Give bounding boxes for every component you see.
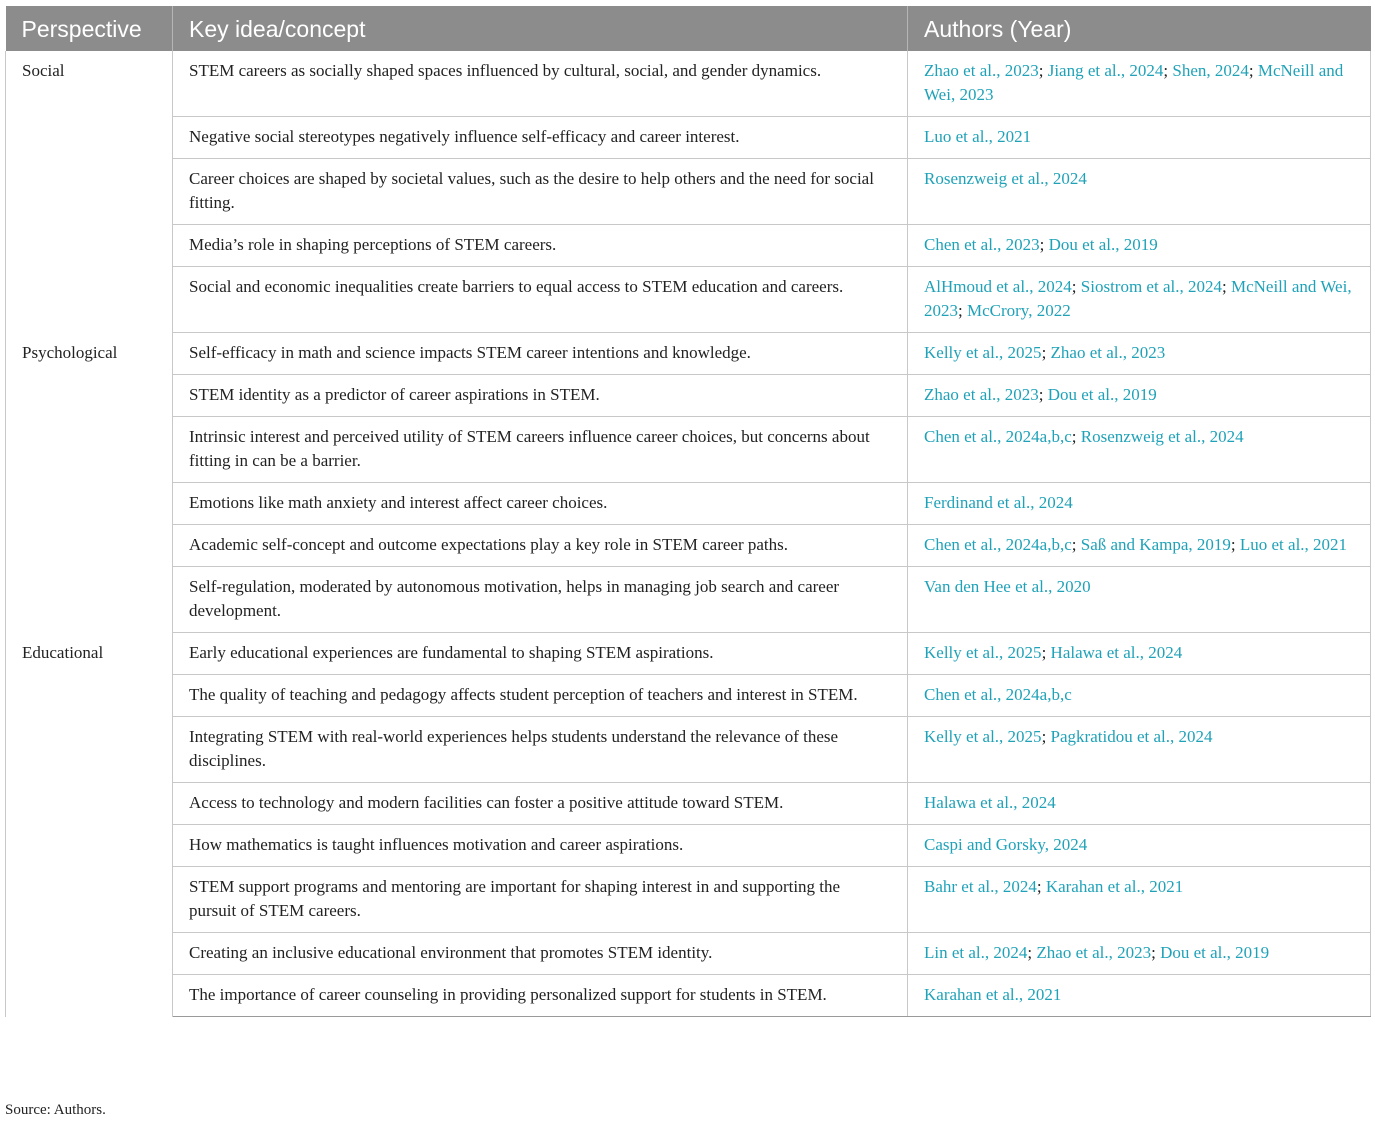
citation-link[interactable]: Dou et al., 2019 (1047, 385, 1157, 404)
table-row (6, 333, 1371, 375)
table-row (6, 525, 1371, 567)
perspective-group (6, 633, 1371, 1017)
literature-table (5, 6, 1371, 1017)
authors-cell (908, 51, 1371, 117)
authors-cell (908, 333, 1371, 375)
authors-cell (908, 717, 1371, 783)
key-idea-cell: STEM careers as socially shaped spaces influenced by cultural, social, and gender dynamics. (173, 51, 908, 117)
citation-link[interactable]: Karahan et al., 2021 (924, 985, 1062, 1004)
key-idea-cell: Negative social stereotypes negatively influence self-efficacy and career interest. (173, 117, 908, 159)
authors-cell (908, 375, 1371, 417)
authors-cell (908, 675, 1371, 717)
citation-link[interactable]: Karahan et al., 2021 (1045, 877, 1184, 896)
ref-separator: ; (1071, 277, 1081, 296)
key-idea-cell: The importance of career counseling in providing personalized support for students in STEM. (173, 975, 908, 1017)
citation-link[interactable]: Chen et al., 2024a,b,c (924, 685, 1072, 704)
citation-link[interactable]: Luo et al., 2021 (1239, 535, 1348, 554)
table-row (6, 633, 1371, 675)
key-idea-cell: Creating an inclusive educational environment that promotes STEM identity. (173, 933, 908, 975)
citation-link[interactable]: Kelly et al., 2025 (924, 643, 1042, 662)
source-note: Source: Authors. (5, 1102, 106, 1118)
table-row (6, 567, 1371, 633)
table-row (6, 825, 1371, 867)
authors-cell (908, 933, 1371, 975)
citation-link[interactable]: Jiang et al., 2024 (1047, 61, 1164, 80)
citation-link[interactable]: Van den Hee et al., 2020 (924, 577, 1091, 596)
ref-separator: ; (1036, 877, 1046, 896)
ref-separator: ; (1163, 61, 1173, 80)
table-row (6, 867, 1371, 933)
key-idea-cell: Early educational experiences are fundamental to shaping STEM aspirations. (173, 633, 908, 675)
authors-cell (908, 633, 1371, 675)
table-row (6, 51, 1371, 117)
citation-link[interactable]: Dou et al., 2019 (1160, 943, 1270, 962)
citation-link[interactable]: Kelly et al., 2025 (924, 727, 1042, 746)
key-idea-cell: Integrating STEM with real-world experiences helps students understand the relevance of these disciplines. (173, 717, 908, 783)
citation-link[interactable]: McNeill and Wei, 2023 (924, 61, 1344, 104)
authors-cell (908, 867, 1371, 933)
ref-separator: ; (1041, 643, 1051, 662)
citation-link[interactable]: Bahr et al., 2024 (924, 877, 1037, 896)
table-row (6, 675, 1371, 717)
citation-link[interactable]: Zhao et al., 2023 (924, 385, 1039, 404)
citation-link[interactable]: Chen et al., 2023 (924, 235, 1040, 254)
authors-cell (908, 483, 1371, 525)
ref-separator: ; (1221, 277, 1231, 296)
authors-cell (908, 159, 1371, 225)
citation-link[interactable]: McCrory, 2022 (966, 301, 1071, 320)
citation-link[interactable]: Shen, 2024 (1172, 61, 1249, 80)
authors-cell (908, 975, 1371, 1017)
key-idea-cell: How mathematics is taught influences motivation and career aspirations. (173, 825, 908, 867)
table-row (6, 267, 1371, 333)
authors-cell (908, 117, 1371, 159)
header-perspective: Perspective (6, 6, 173, 51)
key-idea-cell: Social and economic inequalities create barriers to equal access to STEM education and careers. (173, 267, 908, 333)
table-row (6, 117, 1371, 159)
citation-link[interactable]: Rosenzweig et al., 2024 (924, 169, 1087, 188)
ref-separator: ; (1039, 235, 1049, 254)
citation-link[interactable]: Ferdinand et al., 2024 (924, 493, 1073, 512)
key-idea-cell: The quality of teaching and pedagogy affects student perception of teachers and interest in STEM. (173, 675, 908, 717)
table-row (6, 783, 1371, 825)
ref-separator: ; (1248, 61, 1258, 80)
key-idea-cell: Self-efficacy in math and science impacts STEM career intentions and knowledge. (173, 333, 908, 375)
citation-link[interactable]: Caspi and Gorsky, 2024 (924, 835, 1088, 854)
ref-separator: ; (1027, 943, 1037, 962)
citation-link[interactable]: Saß and Kampa, 2019 (1080, 535, 1231, 554)
header-row (6, 6, 1371, 51)
citation-link[interactable]: McNeill and Wei, 2023 (924, 277, 1352, 320)
perspective-cell: Educational (6, 633, 173, 1017)
citation-link[interactable]: Lin et al., 2024 (924, 943, 1028, 962)
authors-cell (908, 567, 1371, 633)
ref-separator: ; (1041, 343, 1051, 362)
authors-cell (908, 783, 1371, 825)
perspective-group (6, 51, 1371, 333)
table-row (6, 375, 1371, 417)
citation-link[interactable]: Zhao et al., 2023 (924, 61, 1039, 80)
perspective-group (6, 333, 1371, 633)
key-idea-cell: Emotions like math anxiety and interest affect career choices. (173, 483, 908, 525)
ref-separator: ; (1041, 727, 1051, 746)
key-idea-cell: STEM identity as a predictor of career aspirations in STEM. (173, 375, 908, 417)
citation-link[interactable]: Kelly et al., 2025 (924, 343, 1042, 362)
table-header (6, 6, 1371, 51)
citation-link[interactable]: Zhao et al., 2023 (1050, 343, 1166, 362)
header-authors-year: Authors (Year) (908, 6, 1371, 51)
key-idea-cell: Intrinsic interest and perceived utility of STEM careers influence career choices, but concerns about fitting in can be a barrier. (173, 417, 908, 483)
citation-link[interactable]: Halawa et al., 2024 (924, 793, 1056, 812)
key-idea-cell: Self-regulation, moderated by autonomous motivation, helps in managing job search and career development. (173, 567, 908, 633)
table-row (6, 933, 1371, 975)
table-row (6, 717, 1371, 783)
citation-link[interactable]: Siostrom et al., 2024 (1080, 277, 1222, 296)
authors-cell (908, 225, 1371, 267)
key-idea-cell: Career choices are shaped by societal values, such as the desire to help others and the need for social fitting. (173, 159, 908, 225)
key-idea-cell: Access to technology and modern facilities can foster a positive attitude toward STEM. (173, 783, 908, 825)
perspective-cell: Social (6, 51, 173, 333)
authors-cell (908, 267, 1371, 333)
citation-link[interactable]: Zhao et al., 2023 (1036, 943, 1152, 962)
perspective-cell: Psychological (6, 333, 173, 633)
table-row (6, 225, 1371, 267)
ref-separator: ; (1230, 535, 1240, 554)
citation-link[interactable]: AlHmoud et al., 2024 (924, 277, 1072, 296)
table-row (6, 483, 1371, 525)
citation-link[interactable]: Rosenzweig et al., 2024 (1080, 427, 1244, 446)
ref-separator: ; (1151, 943, 1161, 962)
ref-separator: ; (1038, 61, 1048, 80)
ref-separator: ; (958, 301, 967, 320)
key-idea-cell: Academic self-concept and outcome expectations play a key role in STEM career paths. (173, 525, 908, 567)
key-idea-cell: Media’s role in shaping perceptions of STEM careers. (173, 225, 908, 267)
authors-cell (908, 525, 1371, 567)
ref-separator: ; (1038, 385, 1048, 404)
key-idea-cell: STEM support programs and mentoring are important for shaping interest in and supporting the pursuit of STEM careers. (173, 867, 908, 933)
table-row (6, 417, 1371, 483)
ref-separator: ; (1071, 535, 1081, 554)
citation-link[interactable]: Halawa et al., 2024 (1050, 643, 1183, 662)
table-row (6, 975, 1371, 1017)
citation-link[interactable]: Dou et al., 2019 (1048, 235, 1158, 254)
table-row (6, 159, 1371, 225)
authors-cell (908, 825, 1371, 867)
citation-link[interactable]: Chen et al., 2024a,b,c (924, 427, 1072, 446)
citation-link[interactable]: Luo et al., 2021 (924, 127, 1032, 146)
ref-separator: ; (1071, 427, 1081, 446)
header-key-idea: Key idea/concept (173, 6, 908, 51)
authors-cell (908, 417, 1371, 483)
citation-link[interactable]: Chen et al., 2024a,b,c (924, 535, 1072, 554)
citation-link[interactable]: Pagkratidou et al., 2024 (1050, 727, 1213, 746)
